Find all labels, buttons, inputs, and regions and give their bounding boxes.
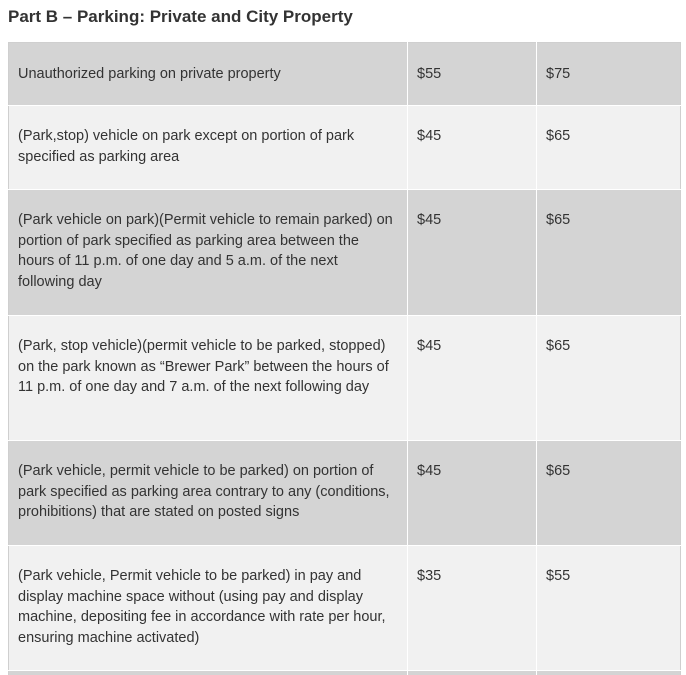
table-row [9, 106, 681, 190]
set-fine-value: $45 [417, 338, 442, 354]
late-fine-value: $65 [546, 463, 571, 479]
set-fine-value: $45 [417, 463, 442, 479]
offence-text: (Park vehicle on park)(Permit vehicle to remain parked) on portion of park specified as parking area between the hours of 11 p.m. of one day and 5 a.m. of the next following day [18, 212, 393, 290]
set-fine-cell [408, 190, 537, 316]
late-fine-cell [537, 43, 681, 106]
late-fine-cell [537, 441, 681, 546]
set-fine-value: $35 [417, 568, 442, 584]
set-fine-cell [408, 441, 537, 546]
set-fine-cell [408, 671, 537, 675]
offence-text-part-1: (Park, stop vehicle)(permit vehicle to be parked, stopped) on the park known as “Brewer Park” between the hours of [18, 338, 389, 375]
set-fine-cell [408, 316, 537, 441]
table-row [9, 546, 681, 671]
offence-cell [9, 441, 408, 546]
section-title: Part B – Parking: Private and City Property [8, 7, 353, 26]
table-row [9, 316, 681, 441]
late-fine-cell [537, 671, 681, 675]
offence-cell [9, 43, 408, 106]
set-fine-value: $45 [417, 212, 442, 228]
set-fine-cell [408, 106, 537, 190]
offence-cell [9, 671, 408, 675]
set-fine-cell [408, 43, 537, 106]
offence-text: (Park vehicle, permit vehicle to be parked) on portion of park specified as parking area contrary to any (conditions, prohibitions) that are stated on posted signs [18, 463, 390, 520]
table-row [9, 441, 681, 546]
offence-text-part-2: 11 p.m. of one day and 7 a.m. of the next following day [18, 379, 370, 395]
late-fine-value: $65 [546, 128, 571, 144]
offence-cell [9, 546, 408, 671]
offence-text: (Park vehicle, Permit vehicle to be parked) in pay and display machine space without (using pay and display machine, depositing fee in accordance with rate per hour, ensuring machine activated) [18, 568, 386, 646]
table-row [9, 43, 681, 106]
offence-cell [9, 316, 408, 441]
late-fine-cell [537, 546, 681, 671]
set-fine-value: $55 [417, 66, 442, 82]
late-fine-value: $75 [546, 66, 571, 82]
set-fine-cell [408, 546, 537, 671]
late-fine-cell [537, 316, 681, 441]
offence-cell [9, 106, 408, 190]
late-fine-value: $55 [546, 568, 571, 584]
table-row [9, 190, 681, 316]
parking-fines-table [8, 42, 681, 675]
offence-text: Unauthorized parking on private property [18, 66, 281, 82]
set-fine-value: $45 [417, 128, 442, 144]
table-row-next [9, 671, 681, 675]
offence-text: (Park,stop) vehicle on park except on portion of park specified as parking area [18, 128, 355, 165]
late-fine-cell [537, 190, 681, 316]
offence-cell [9, 190, 408, 316]
late-fine-value: $65 [546, 338, 571, 354]
late-fine-cell [537, 106, 681, 190]
late-fine-value: $65 [546, 212, 571, 228]
